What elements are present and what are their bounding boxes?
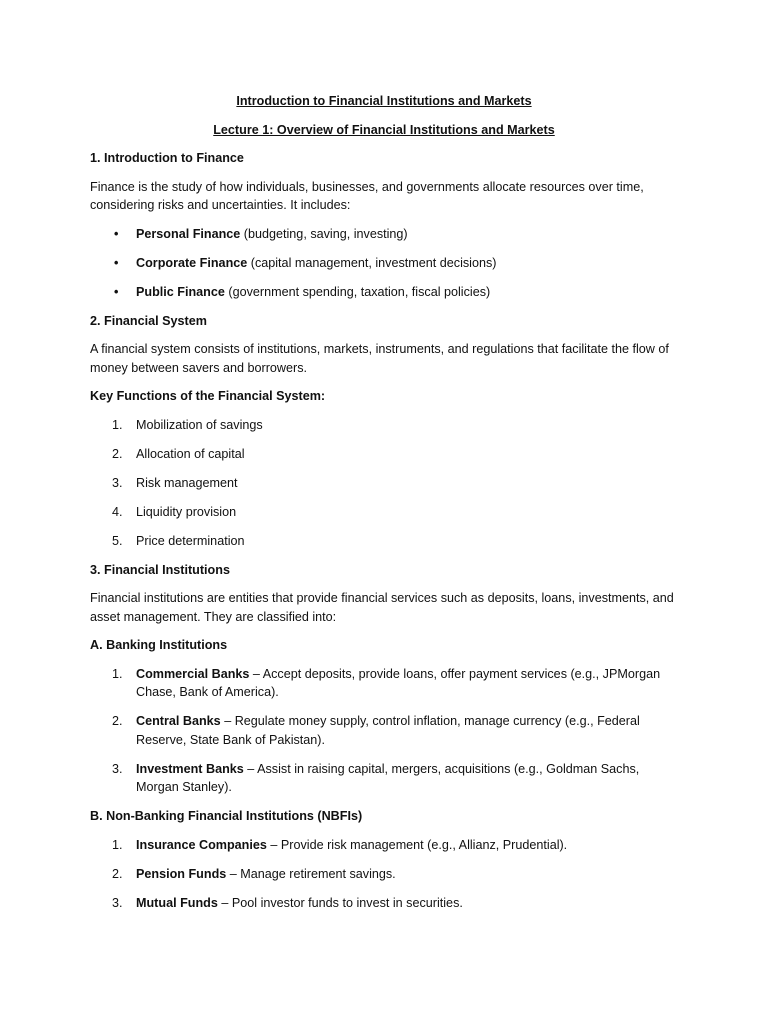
list-item-description: – Accept deposits, provide loans, offer payment services (e.g., JPMorgan Chase, Bank of America). [136,666,661,699]
list-item-term: Pension Funds [136,866,227,881]
list-item-text: Allocation of capital [136,446,245,461]
section-paragraph-intro-finance: Finance is the study of how individuals, businesses, and governments allocate resources over time, considering risks and uncertainties. It includes: [90,179,644,212]
list-item-description: (government spending, taxation, fiscal policies) [224,284,491,299]
section-heading-financial-system: 2. Financial System [90,313,207,328]
list-item [90,865,678,884]
finance-types-list [90,225,678,302]
list-item [90,836,678,855]
list-item-term: Personal Finance [136,226,241,241]
banking-institutions-list [90,665,678,797]
list-item-text: Mobilization of savings [136,417,263,432]
list-item-number: 1. [112,666,123,681]
document-title: Introduction to Financial Institutions and Markets [236,94,532,108]
list-item [90,474,678,493]
list-item-number: 2. [112,446,123,461]
list-item [90,712,678,749]
list-item-text: Risk management [136,475,238,490]
bullet-icon: • [114,284,119,299]
list-item-description: – Assist in raising capital, mergers, acquisitions (e.g., Goldman Sachs, Morgan Stanley). [136,761,640,794]
list-item-term: Investment Banks [136,761,244,776]
subheading-nbfis: B. Non-Banking Financial Institutions (NBFIs) [90,809,363,823]
list-item [90,445,678,464]
nbfi-list [90,836,678,913]
list-item [90,416,678,435]
list-item-number: 1. [112,417,123,432]
list-item-description: – Provide risk management (e.g., Allianz, Prudential). [266,837,568,852]
section-heading-intro-finance: 1. Introduction to Finance [90,151,244,165]
list-item-text: Price determination [136,533,245,548]
list-item-description: (capital management, investment decisions) [247,255,497,270]
list-item-term: Insurance Companies [136,837,267,852]
bullet-icon: • [114,255,119,270]
list-item-term: Central Banks [136,714,221,728]
key-functions-list [90,416,678,551]
list-item-term: Corporate Finance [136,255,248,270]
list-item [90,760,678,797]
list-item [90,503,678,522]
section-paragraph-financial-institutions: Financial institutions are entities that provide financial services such as deposits, loans, investments, and asset management. They are classified into: [90,591,674,624]
list-item-description: – Pool investor funds to invest in securities. [217,895,463,910]
list-item-term: Commercial Banks [136,666,250,681]
list-item-number: 2. [112,866,123,881]
list-item [90,283,678,302]
section-heading-financial-institutions: 3. Financial Institutions [90,562,230,577]
list-item [90,225,678,244]
list-item-term: Mutual Funds [136,895,218,910]
list-item-number: 1. [112,837,123,852]
list-item-number: 3. [112,895,123,910]
section-paragraph-financial-system: A financial system consists of institutions, markets, instruments, and regulations that facilitate the flow of money between savers and borrowers. [90,342,669,375]
list-item-description: (budgeting, saving, investing) [240,226,408,241]
bullet-icon: • [114,226,119,241]
list-item-number: 2. [112,714,123,728]
subheading-key-functions: Key Functions of the Financial System: [90,389,326,403]
list-item-number: 3. [112,475,123,490]
list-item [90,894,678,913]
list-item [90,532,678,551]
lecture-title: Lecture 1: Overview of Financial Institutions and Markets [213,122,555,137]
list-item-text: Liquidity provision [136,504,237,519]
list-item-description: – Manage retirement savings. [226,866,396,881]
list-item-number: 3. [112,761,123,776]
list-item-number: 4. [112,504,123,519]
list-item-number: 5. [112,533,123,548]
list-item [90,665,678,702]
list-item-description: – Regulate money supply, control inflation, manage currency (e.g., Federal Reserve, State Bank of Pakistan). [136,714,640,747]
list-item-term: Public Finance [136,284,225,299]
subheading-banking-institutions: A. Banking Institutions [90,638,228,652]
list-item [90,254,678,273]
